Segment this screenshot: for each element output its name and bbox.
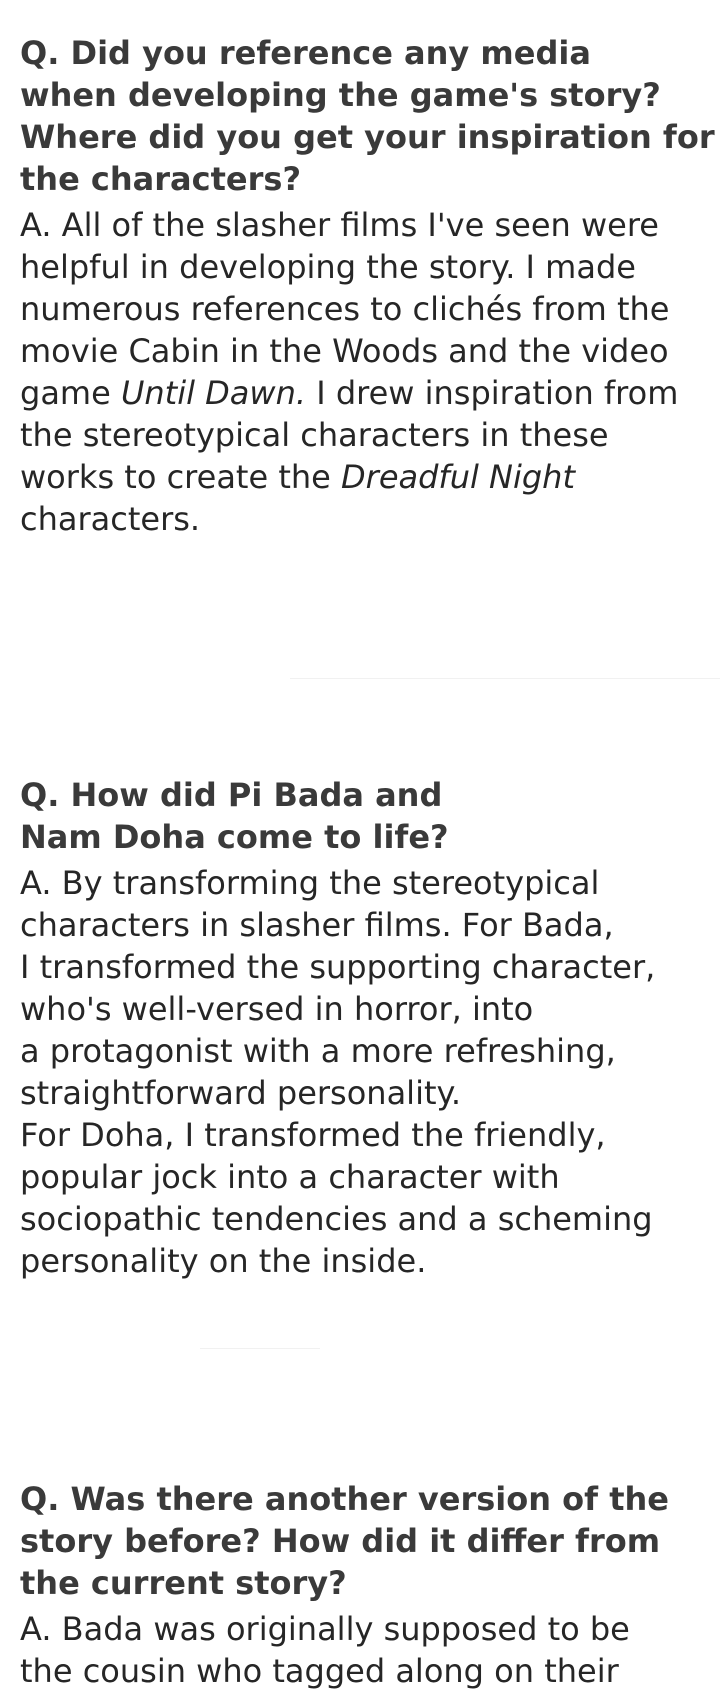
answer-line <box>20 456 710 498</box>
answer-line: straightforward personality. <box>20 1074 462 1112</box>
answer-line: I transformed the supporting character, <box>20 948 656 986</box>
question-line: Where did you get your inspiration for <box>20 118 715 156</box>
answer-line: a protagonist with a more refreshing, <box>20 1032 616 1070</box>
answer-line: personality on the inside. <box>20 1242 427 1280</box>
question <box>20 32 715 200</box>
question-line: Q. Did you reference any media <box>20 34 591 72</box>
qa-section <box>20 32 715 540</box>
question-line: Nam Doha come to life? <box>20 818 449 856</box>
answer-line: the cousin who tagged along on their <box>20 1652 619 1690</box>
answer-line: sociopathic tendencies and a scheming <box>20 1200 653 1238</box>
answer-line: characters. <box>20 500 201 538</box>
question-line: when developing the game's story? <box>20 76 661 114</box>
answer <box>20 204 710 540</box>
question-line: story before? How did it differ from <box>20 1522 661 1560</box>
answer-line: numerous references to clichés from the <box>20 290 670 328</box>
answer-line: For Doha, I transformed the friendly, <box>20 1116 606 1154</box>
answer-line: A. All of the slasher films I've seen were <box>20 206 659 244</box>
answer-text: I drew inspiration from <box>306 374 679 412</box>
question-line: Q. Was there another version of the <box>20 1480 669 1518</box>
answer <box>20 862 710 1282</box>
question-line: the characters? <box>20 160 301 198</box>
game-title: Dreadful Night <box>341 458 575 496</box>
divider <box>200 1348 320 1349</box>
answer-line: A. Bada was originally supposed to be <box>20 1610 630 1648</box>
answer <box>20 1608 710 1692</box>
answer-text: game <box>20 374 121 412</box>
qa-section <box>20 774 710 1282</box>
question <box>20 774 710 858</box>
question <box>20 1478 710 1604</box>
divider <box>290 678 720 679</box>
qa-section <box>20 1478 710 1692</box>
answer-line: characters in slasher films. For Bada, <box>20 906 614 944</box>
answer-line: movie Cabin in the Woods and the video <box>20 332 669 370</box>
answer-line: A. By transforming the stereotypical <box>20 864 600 902</box>
question-line: Q. How did Pi Bada and <box>20 776 443 814</box>
answer-line: helpful in developing the story. I made <box>20 248 636 286</box>
answer-line <box>20 372 710 414</box>
answer-line: popular jock into a character with <box>20 1158 560 1196</box>
question-line: the current story? <box>20 1564 347 1602</box>
game-title: Until Dawn. <box>120 374 307 412</box>
answer-text: works to create the <box>20 458 342 496</box>
answer-line: the stereotypical characters in these <box>20 416 609 454</box>
answer-line: who's well-versed in horror, into <box>20 990 534 1028</box>
